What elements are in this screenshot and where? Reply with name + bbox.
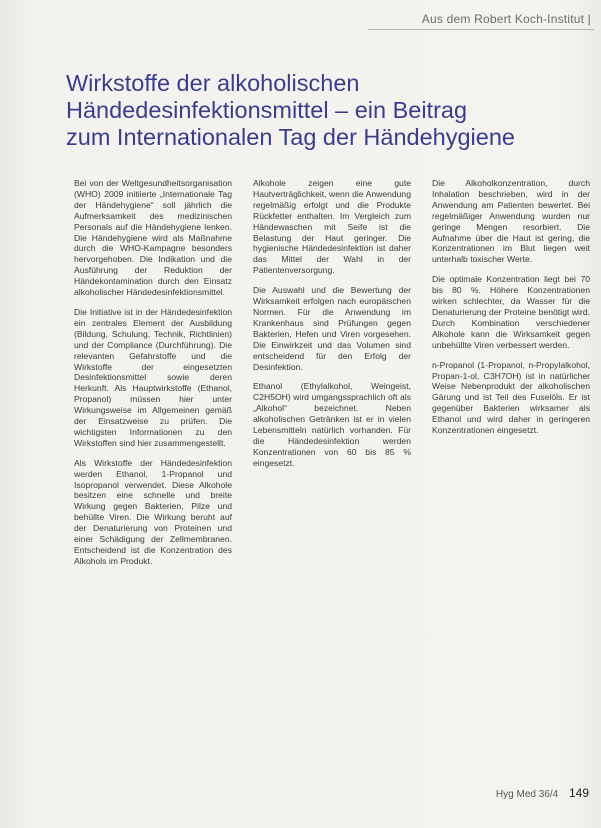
paragraph: Bei von der Weltgesundheitsorganisation (WHO) 2009 initiierte „Internationale Tag der Händehygiene“ soll jährlich die Aufmerksamkeit des medizinischen Personals auf die Händehygiene lenken. Die Händehygiene wird als Maßnahme durch die WHO-Kampagne besonders hervorgehoben. Die Indikation und die Ausführung der Reduktion der Händekontamination durch den Einsatz alkoholischer Händedesinfektionsmittel. xyxy=(74,178,232,298)
paragraph: Alkohole zeigen eine gute Hautverträglichkeit, wenn die Anwendung regelmäßig erfolgt und die Produkte Rückfetter enthalten. Im Vergleich zum Händewaschen mit Seife ist die Belastung der Haut geringer. Die hygienische Händedesinfektion ist daher das Mittel der Wahl in der Patientenversorgung. xyxy=(253,178,411,276)
article-title xyxy=(66,70,596,151)
page-footer xyxy=(496,786,589,800)
paragraph: Die Alkoholkonzentration, durch Inhalation beschrieben, wird in der Anwendung am Patienten bewertet. Bei regelmäßiger Anwendung wurden nur geringe Mengen resorbiert. Die Aufnahme über die Haut ist gering, die Konzentrationen im Blut liegen weit unterhalb toxischer Werte. xyxy=(432,178,590,265)
section-divider xyxy=(368,29,594,30)
text-column-1 xyxy=(74,178,232,778)
article-title-line: Händedesinfektionsmittel – ein Beitrag xyxy=(66,97,468,123)
paragraph: Ethanol (Ethylalkohol, Weingeist, C2H5OH) wird umgangssprachlich oft als „Alkohol“ bezeichnet. Neben alkoholischen Getränken ist er in vielen Lebensmitteln natürlich vorhanden. Für die Händedesinfektion werden Konzentrationen von 60 bis 85 % eingesetzt. xyxy=(253,381,411,468)
paragraph: Die Auswahl und die Bewertung der Wirksamkeit erfolgen nach europäischen Normen. Für die Anwendung im Krankenhaus sind Prüfungen gegen Bakterien, Hefen und Viren vorgesehen. Die Einwirkzeit und das Volumen sind entscheidend für den Erfolg der Desinfektion. xyxy=(253,285,411,372)
article-title-line: zum Internationalen Tag der Händehygiene xyxy=(66,124,515,150)
text-column-2 xyxy=(253,178,411,778)
article-title-line: Wirkstoffe der alkoholischen xyxy=(66,70,360,96)
paragraph: Die Initiative ist in der Händedesinfektion ein zentrales Element der Ausbildung (Bildung, Schulung, Technik, Richtlinien) und der Compliance (Durchführung). Die relevanten Gefahrstoffe und die Wirkstoffe der eingesetzten Desinfektionsmittel sowie deren Herkunft. Als Hauptwirkstoffe (Ethanol, Propanol) müssen hier unter Wirkungsweise im Allgemeinen gemäß der Einsatzweise zu prüfen. Die wichtigsten Informationen zu den Wirkstoffen sind hier zusammengestellt. xyxy=(74,306,232,448)
text-column-3 xyxy=(432,178,590,778)
paragraph: Als Wirkstoffe der Händedesinfektion werden Ethanol, 1-Propanol und Isopropanol verwendet. Diese Alkohole besitzen eine schnelle und breite Wirkung gegen Bakterien, Pilze und behüllte Viren. Die Wirkung beruht auf der Denaturierung von Proteinen und einer Schädigung der Zellmembranen. Entscheidend ist die Konzentration des Alkohols im Produkt. xyxy=(74,457,232,566)
section-label: Aus dem Robert Koch-Institut | xyxy=(421,12,591,26)
paragraph: Die optimale Konzentration liegt bei 70 bis 80 %. Höhere Konzentrationen wirken schlechter, da Wasser für die Denaturierung der Proteine benötigt wird. Durch Kombination verschiedener Alkohole kann die Wirksamkeit gegen unbehüllte Viren verbessert werden. xyxy=(432,274,590,350)
page-number: 149 xyxy=(568,786,589,800)
paragraph: n-Propanol (1-Propanol, n-Propylalkohol, Propan-1-ol, C3H7OH) ist in natürlicher Weise Nebenprodukt der alkoholischen Gärung und ist Teil des Fuselöls. Er ist gegenüber Bakterien wirksamer als Ethanol und wird daher in geringeren Konzentrationen eingesetzt. xyxy=(432,359,590,436)
journal-citation: Hyg Med 36/4 xyxy=(495,789,559,800)
